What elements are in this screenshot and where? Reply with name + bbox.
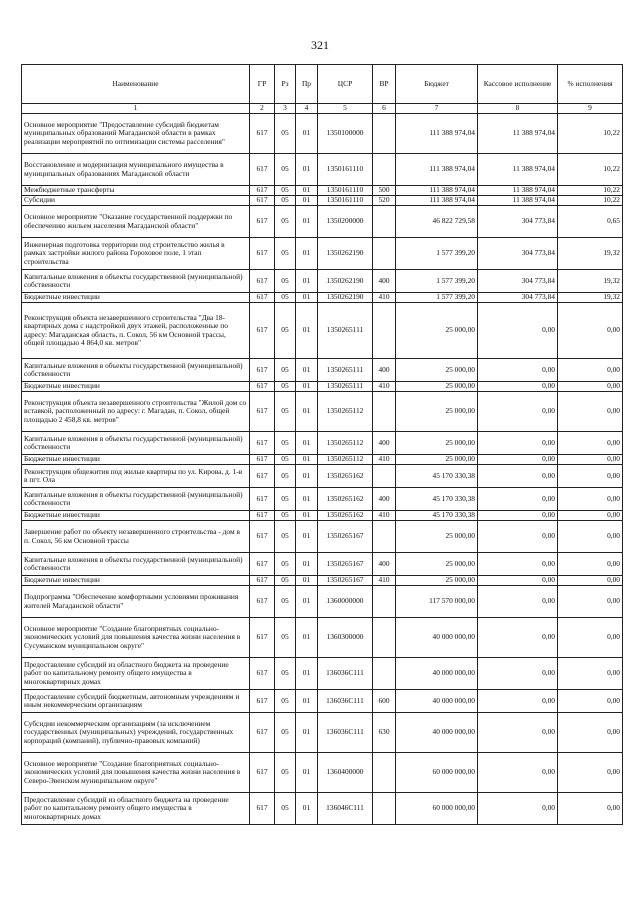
- row-rz: 05: [275, 114, 296, 154]
- row-gr: 617: [250, 553, 275, 576]
- row-name: Предоставление субсидий бюджетным, автономным учреждениям и иным некоммерческим организациям: [22, 690, 250, 713]
- row-pr: 01: [296, 488, 318, 511]
- row-rz: 05: [275, 553, 296, 576]
- row-pr: 01: [296, 521, 318, 553]
- row-name: Реконструкция объекта незавершенного строительства "Жилой дом со вставкой, расположенный по адресу: г. Магадан, п. Сокол, общей площадью 2 458,8 кв. метров": [22, 392, 250, 432]
- row-vr: 410: [373, 293, 396, 303]
- table-row: [22, 793, 623, 825]
- row-gr: 617: [250, 392, 275, 432]
- row-budget: 40 000 000,00: [396, 713, 478, 753]
- column-number: 3: [275, 104, 296, 114]
- row-name: Восстановление и модернизация муниципального имущества в муниципальных образованиях Магаданской области: [22, 154, 250, 186]
- row-gr: 617: [250, 713, 275, 753]
- column-number: 1: [22, 104, 250, 114]
- row-pr: 01: [296, 586, 318, 618]
- row-csr: 1350265167: [318, 553, 373, 576]
- row-csr: 1350161110: [318, 186, 373, 196]
- row-percent: 19,32: [558, 270, 623, 293]
- header-budget: Бюджет: [396, 65, 478, 104]
- table-row: [22, 576, 623, 586]
- row-budget: 45 170 330,38: [396, 511, 478, 521]
- row-cash-execution: 11 388 974,04: [478, 114, 558, 154]
- row-gr: 617: [250, 690, 275, 713]
- row-gr: 617: [250, 521, 275, 553]
- row-percent: 0,00: [558, 382, 623, 392]
- row-name: Бюджетные инвестиции: [22, 576, 250, 586]
- row-budget: 25 000,00: [396, 576, 478, 586]
- row-budget: 25 000,00: [396, 392, 478, 432]
- row-cash-execution: 304 773,84: [478, 206, 558, 238]
- row-name: Капитальные вложения в объекты государственной (муниципальной) собственности: [22, 270, 250, 293]
- row-name: Капитальные вложения в объекты государственной (муниципальной) собственности: [22, 488, 250, 511]
- row-percent: 0,00: [558, 553, 623, 576]
- row-cash-execution: 0,00: [478, 382, 558, 392]
- row-percent: 0,00: [558, 455, 623, 465]
- column-number: 4: [296, 104, 318, 114]
- row-percent: 0,00: [558, 521, 623, 553]
- row-pr: 01: [296, 511, 318, 521]
- row-pr: 01: [296, 270, 318, 293]
- row-name: Субсидии некоммерческим организациям (за исключением государственных (муниципальных) учреждений, государственных корпораций (компаний), публично-правовых компаний): [22, 713, 250, 753]
- row-pr: 01: [296, 576, 318, 586]
- row-pr: 01: [296, 713, 318, 753]
- row-csr: 1350265167: [318, 521, 373, 553]
- row-rz: 05: [275, 206, 296, 238]
- header-percent-execution: % исполнения: [558, 65, 623, 104]
- row-gr: 617: [250, 511, 275, 521]
- row-gr: 617: [250, 576, 275, 586]
- row-csr: 136036С111: [318, 690, 373, 713]
- row-csr: 1350161110: [318, 196, 373, 206]
- table-row: [22, 270, 623, 293]
- table-row: [22, 432, 623, 455]
- row-name: Основное мероприятие "Создание благоприятных социально-экономических условий для повышения качества жизни населения в Сусуманском муниципальном округе": [22, 618, 250, 658]
- row-budget: 45 170 330,38: [396, 488, 478, 511]
- row-gr: 617: [250, 586, 275, 618]
- row-name: Бюджетные инвестиции: [22, 455, 250, 465]
- row-percent: 0,00: [558, 359, 623, 382]
- row-gr: 617: [250, 432, 275, 455]
- row-percent: 0,00: [558, 658, 623, 690]
- row-gr: 617: [250, 753, 275, 793]
- row-vr: [373, 154, 396, 186]
- column-number: 9: [558, 104, 623, 114]
- row-gr: 617: [250, 186, 275, 196]
- row-vr: 400: [373, 270, 396, 293]
- row-name: Субсидии: [22, 196, 250, 206]
- row-vr: [373, 465, 396, 488]
- row-name: Капитальные вложения в объекты государственной (муниципальной) собственности: [22, 553, 250, 576]
- row-rz: 05: [275, 270, 296, 293]
- row-csr: 1350265162: [318, 465, 373, 488]
- row-pr: 01: [296, 553, 318, 576]
- row-vr: 500: [373, 186, 396, 196]
- row-name: Основное мероприятие "Оказание государственной поддержки по обеспечению жильем населения Магаданской области": [22, 206, 250, 238]
- row-cash-execution: 0,00: [478, 553, 558, 576]
- row-gr: 617: [250, 270, 275, 293]
- row-pr: 01: [296, 186, 318, 196]
- row-cash-execution: 0,00: [478, 488, 558, 511]
- table-row: [22, 465, 623, 488]
- row-csr: 1350265162: [318, 511, 373, 521]
- table-row: [22, 488, 623, 511]
- table-row: [22, 521, 623, 553]
- row-vr: [373, 793, 396, 825]
- row-budget: 117 570 000,00: [396, 586, 478, 618]
- row-rz: 05: [275, 238, 296, 270]
- row-gr: 617: [250, 206, 275, 238]
- row-vr: 400: [373, 553, 396, 576]
- row-gr: 617: [250, 658, 275, 690]
- row-percent: 0,00: [558, 576, 623, 586]
- row-cash-execution: 0,00: [478, 576, 558, 586]
- row-budget: 25 000,00: [396, 455, 478, 465]
- row-percent: 0,00: [558, 432, 623, 455]
- header-vr: ВР: [373, 65, 396, 104]
- row-rz: 05: [275, 465, 296, 488]
- row-budget: 60 000 000,00: [396, 753, 478, 793]
- header-cash-execution: Кассовое исполнение: [478, 65, 558, 104]
- header-gr: ГР: [250, 65, 275, 104]
- row-csr: 136036С111: [318, 713, 373, 753]
- row-budget: 111 388 974,04: [396, 114, 478, 154]
- row-gr: 617: [250, 382, 275, 392]
- row-vr: [373, 238, 396, 270]
- table-body: [22, 114, 623, 825]
- row-vr: 520: [373, 196, 396, 206]
- table-row: [22, 392, 623, 432]
- row-cash-execution: 0,00: [478, 511, 558, 521]
- row-rz: 05: [275, 618, 296, 658]
- table-row: [22, 186, 623, 196]
- row-pr: 01: [296, 114, 318, 154]
- row-rz: 05: [275, 382, 296, 392]
- row-name: Подпрограмма "Обеспечение комфортными условиями проживания жителей Магаданской области": [22, 586, 250, 618]
- row-percent: 0,00: [558, 618, 623, 658]
- row-name: Капитальные вложения в объекты государственной (муниципальной) собственности: [22, 359, 250, 382]
- row-pr: 01: [296, 303, 318, 359]
- row-pr: 01: [296, 465, 318, 488]
- table-row: [22, 154, 623, 186]
- row-budget: 25 000,00: [396, 432, 478, 455]
- row-cash-execution: 11 388 974,04: [478, 196, 558, 206]
- row-budget: 45 170 330,38: [396, 465, 478, 488]
- row-gr: 617: [250, 618, 275, 658]
- row-csr: 1350265111: [318, 382, 373, 392]
- row-percent: 0,00: [558, 511, 623, 521]
- row-vr: [373, 303, 396, 359]
- row-gr: 617: [250, 196, 275, 206]
- table-row: [22, 382, 623, 392]
- table-row: [22, 586, 623, 618]
- row-pr: 01: [296, 392, 318, 432]
- row-cash-execution: 0,00: [478, 713, 558, 753]
- table-row: [22, 690, 623, 713]
- row-rz: 05: [275, 392, 296, 432]
- row-cash-execution: 0,00: [478, 521, 558, 553]
- row-csr: 1360000000: [318, 586, 373, 618]
- row-percent: 0,00: [558, 392, 623, 432]
- row-rz: 05: [275, 793, 296, 825]
- row-gr: 617: [250, 154, 275, 186]
- row-vr: [373, 586, 396, 618]
- row-pr: 01: [296, 382, 318, 392]
- row-pr: 01: [296, 196, 318, 206]
- table-row: [22, 238, 623, 270]
- row-percent: 0,00: [558, 793, 623, 825]
- row-gr: 617: [250, 793, 275, 825]
- row-cash-execution: 0,00: [478, 753, 558, 793]
- row-budget: 25 000,00: [396, 303, 478, 359]
- row-csr: 1360300000: [318, 618, 373, 658]
- row-cash-execution: 0,00: [478, 303, 558, 359]
- row-csr: 1350265111: [318, 359, 373, 382]
- row-vr: 400: [373, 359, 396, 382]
- row-rz: 05: [275, 713, 296, 753]
- row-percent: 10,22: [558, 196, 623, 206]
- row-name: Бюджетные инвестиции: [22, 382, 250, 392]
- table-row: [22, 618, 623, 658]
- row-cash-execution: 0,00: [478, 658, 558, 690]
- row-budget: 111 388 974,04: [396, 186, 478, 196]
- row-pr: 01: [296, 238, 318, 270]
- row-gr: 617: [250, 488, 275, 511]
- row-percent: 0,00: [558, 586, 623, 618]
- row-budget: 1 577 399,20: [396, 293, 478, 303]
- row-budget: 25 000,00: [396, 521, 478, 553]
- row-cash-execution: 304 773,84: [478, 293, 558, 303]
- row-csr: 1350262190: [318, 270, 373, 293]
- row-csr: 136046С111: [318, 793, 373, 825]
- row-name: Межбюджетные трансферты: [22, 186, 250, 196]
- row-pr: 01: [296, 293, 318, 303]
- row-gr: 617: [250, 465, 275, 488]
- row-percent: 10,22: [558, 154, 623, 186]
- table-row: [22, 196, 623, 206]
- column-number: 2: [250, 104, 275, 114]
- header-rz: Рз: [275, 65, 296, 104]
- row-gr: 617: [250, 303, 275, 359]
- row-budget: 40 000 000,00: [396, 618, 478, 658]
- row-pr: 01: [296, 455, 318, 465]
- row-name: Предоставление субсидий из областного бюджета на проведение работ по капитальному ремонту общего имущества в многоквартирных домах: [22, 658, 250, 690]
- row-cash-execution: 0,00: [478, 618, 558, 658]
- table-row: [22, 293, 623, 303]
- column-number-row: [22, 104, 623, 114]
- column-number: 8: [478, 104, 558, 114]
- row-percent: 0,00: [558, 713, 623, 753]
- row-percent: 19,32: [558, 293, 623, 303]
- row-vr: 410: [373, 455, 396, 465]
- row-vr: [373, 521, 396, 553]
- row-rz: 05: [275, 154, 296, 186]
- row-percent: 0,00: [558, 690, 623, 713]
- row-cash-execution: 11 388 974,04: [478, 154, 558, 186]
- row-rz: 05: [275, 303, 296, 359]
- row-vr: 400: [373, 432, 396, 455]
- header-row: [22, 65, 623, 104]
- row-cash-execution: 0,00: [478, 690, 558, 713]
- row-vr: 600: [373, 690, 396, 713]
- row-gr: 617: [250, 114, 275, 154]
- row-csr: 1350100000: [318, 114, 373, 154]
- budget-execution-table: [21, 64, 623, 825]
- row-budget: 111 388 974,04: [396, 154, 478, 186]
- row-csr: 1350161110: [318, 154, 373, 186]
- row-name: Бюджетные инвестиции: [22, 511, 250, 521]
- row-cash-execution: 0,00: [478, 432, 558, 455]
- row-csr: 1350265112: [318, 455, 373, 465]
- row-percent: 0,00: [558, 753, 623, 793]
- row-vr: 630: [373, 713, 396, 753]
- row-csr: 1350265111: [318, 303, 373, 359]
- table-row: [22, 114, 623, 154]
- row-csr: 1360400000: [318, 753, 373, 793]
- column-number: 5: [318, 104, 373, 114]
- row-csr: 1350265112: [318, 392, 373, 432]
- row-name: Инженерная подготовка территории под строительство жилья в рамках застройки жилого района Гороховое поле, 1 этап строительства: [22, 238, 250, 270]
- row-rz: 05: [275, 753, 296, 793]
- row-gr: 617: [250, 359, 275, 382]
- row-rz: 05: [275, 432, 296, 455]
- row-vr: [373, 392, 396, 432]
- row-csr: 136036С111: [318, 658, 373, 690]
- row-rz: 05: [275, 690, 296, 713]
- table-row: [22, 455, 623, 465]
- row-rz: 05: [275, 586, 296, 618]
- table-row: [22, 303, 623, 359]
- row-rz: 05: [275, 511, 296, 521]
- row-budget: 25 000,00: [396, 553, 478, 576]
- row-name: Завершение работ по объекту незавершенного строительства - дом в п. Сокол, 56 км Основной трассы: [22, 521, 250, 553]
- row-name: Основное мероприятие "Создание благоприятных социально-экономических условий для повышения качества жизни населения в Северо-Эвенском муниципальном округе": [22, 753, 250, 793]
- row-name: Капитальные вложения в объекты государственной (муниципальной) собственности: [22, 432, 250, 455]
- row-vr: [373, 658, 396, 690]
- table-row: [22, 553, 623, 576]
- row-name: Реконструкция общежития под жилые квартиры по ул. Кирова, д. 1-в в пгт. Ола: [22, 465, 250, 488]
- table-row: [22, 658, 623, 690]
- row-cash-execution: 0,00: [478, 586, 558, 618]
- row-rz: 05: [275, 186, 296, 196]
- header-name: Наименование: [22, 65, 250, 104]
- table-row: [22, 359, 623, 382]
- row-cash-execution: 11 388 974,04: [478, 186, 558, 196]
- row-rz: 05: [275, 196, 296, 206]
- row-csr: 1350265167: [318, 576, 373, 586]
- row-name: Бюджетные инвестиции: [22, 293, 250, 303]
- row-percent: 19,32: [558, 238, 623, 270]
- row-vr: 410: [373, 382, 396, 392]
- row-vr: [373, 618, 396, 658]
- row-csr: 1350262190: [318, 293, 373, 303]
- column-number: 6: [373, 104, 396, 114]
- row-budget: 40 000 000,00: [396, 658, 478, 690]
- row-rz: 05: [275, 576, 296, 586]
- row-budget: 25 000,00: [396, 382, 478, 392]
- row-pr: 01: [296, 690, 318, 713]
- row-cash-execution: 0,00: [478, 465, 558, 488]
- row-cash-execution: 0,00: [478, 392, 558, 432]
- row-csr: 1350265112: [318, 432, 373, 455]
- row-vr: [373, 753, 396, 793]
- row-cash-execution: 0,00: [478, 793, 558, 825]
- row-pr: 01: [296, 206, 318, 238]
- row-cash-execution: 304 773,84: [478, 270, 558, 293]
- table-row: [22, 206, 623, 238]
- row-budget: 46 822 729,58: [396, 206, 478, 238]
- row-vr: 400: [373, 488, 396, 511]
- row-pr: 01: [296, 359, 318, 382]
- row-pr: 01: [296, 432, 318, 455]
- header-pr: Пр: [296, 65, 318, 104]
- row-percent: 10,22: [558, 114, 623, 154]
- row-cash-execution: 0,00: [478, 455, 558, 465]
- table-row: [22, 713, 623, 753]
- row-rz: 05: [275, 658, 296, 690]
- table-row: [22, 511, 623, 521]
- row-cash-execution: 304 773,84: [478, 238, 558, 270]
- row-rz: 05: [275, 488, 296, 511]
- row-vr: [373, 114, 396, 154]
- row-gr: 617: [250, 238, 275, 270]
- column-number: 7: [396, 104, 478, 114]
- row-rz: 05: [275, 455, 296, 465]
- row-pr: 01: [296, 618, 318, 658]
- row-pr: 01: [296, 658, 318, 690]
- row-vr: 410: [373, 511, 396, 521]
- row-cash-execution: 0,00: [478, 359, 558, 382]
- row-budget: 1 577 399,20: [396, 238, 478, 270]
- row-csr: 1350265162: [318, 488, 373, 511]
- row-name: Реконструкция объекта незавершенного строительства "Два 18-квартирных дома с надстройкой двух этажей, расположенные по адресу: Магаданская область, п. Сокол, 56 км Основной трассы, общей площадью 4 864,0 кв. метров": [22, 303, 250, 359]
- row-budget: 40 000 000,00: [396, 690, 478, 713]
- page-number: 321: [311, 38, 329, 52]
- row-vr: 410: [373, 576, 396, 586]
- row-budget: 111 388 974,04: [396, 196, 478, 206]
- row-budget: 60 000 000,00: [396, 793, 478, 825]
- row-rz: 05: [275, 359, 296, 382]
- row-pr: 01: [296, 793, 318, 825]
- row-pr: 01: [296, 753, 318, 793]
- row-percent: 10,22: [558, 186, 623, 196]
- row-rz: 05: [275, 521, 296, 553]
- row-percent: 0,00: [558, 488, 623, 511]
- row-vr: [373, 206, 396, 238]
- row-budget: 1 577 399,20: [396, 270, 478, 293]
- row-name: Предоставление субсидий из областного бюджета на проведение работ по капитальному ремонту общего имущества в многоквартирных домах: [22, 793, 250, 825]
- row-name: Основное мероприятие "Предоставление субсидий бюджетам муниципальных образований Магаданской области в рамках реализации мероприятий по оптимизации системы расселения": [22, 114, 250, 154]
- row-pr: 01: [296, 154, 318, 186]
- row-percent: 0,65: [558, 206, 623, 238]
- row-gr: 617: [250, 293, 275, 303]
- row-budget: 25 000,00: [396, 359, 478, 382]
- row-rz: 05: [275, 293, 296, 303]
- row-csr: 1350200000: [318, 206, 373, 238]
- header-csr: ЦСР: [318, 65, 373, 104]
- row-gr: 617: [250, 455, 275, 465]
- row-percent: 0,00: [558, 465, 623, 488]
- row-percent: 0,00: [558, 303, 623, 359]
- row-csr: 1350262190: [318, 238, 373, 270]
- table-row: [22, 753, 623, 793]
